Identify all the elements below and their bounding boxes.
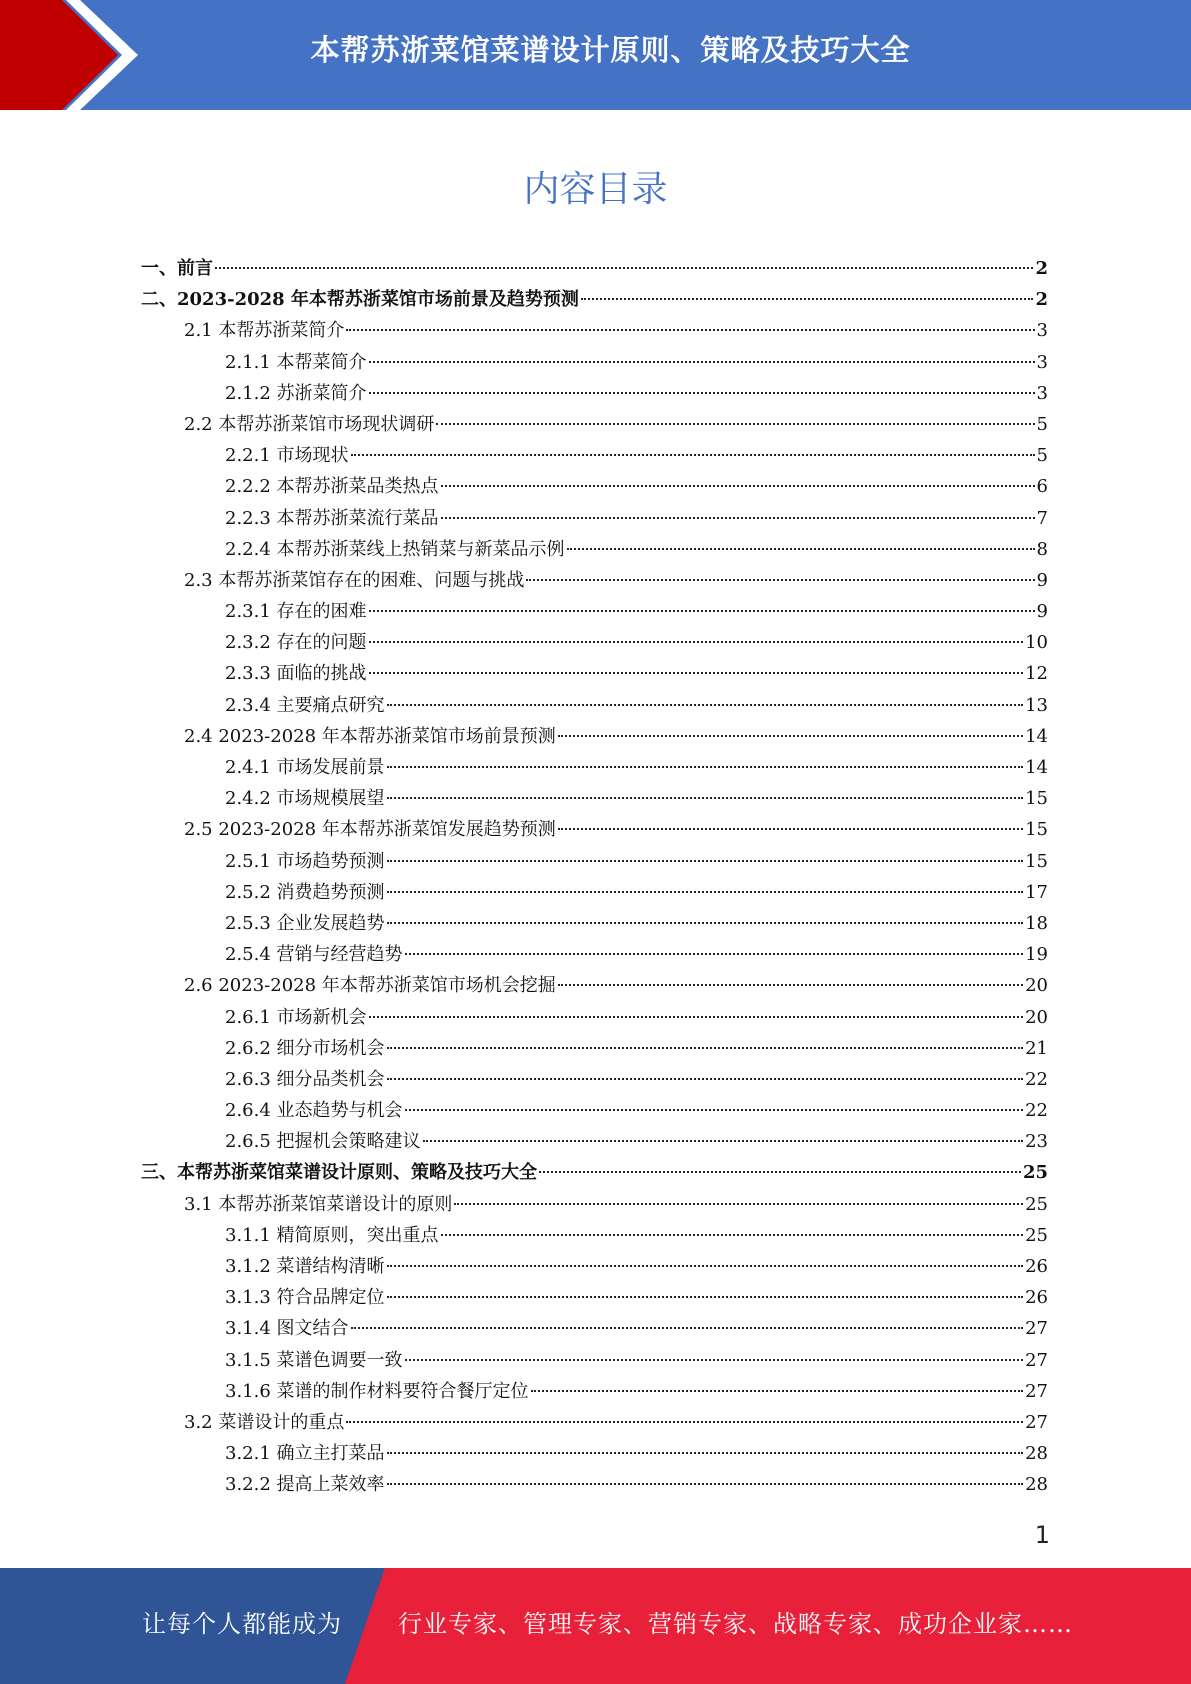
dot-leader	[387, 766, 1024, 768]
dot-leader	[369, 672, 1024, 674]
toc-entry-title: 2.5.3 企业发展趋势	[225, 912, 385, 934]
toc-entry-page: 14	[1025, 725, 1048, 747]
dot-leader	[351, 454, 1035, 456]
toc-entry-title: 3.1.3 符合品牌定位	[225, 1287, 385, 1309]
dot-leader	[558, 828, 1023, 830]
toc-entry-title: 2.6.1 市场新机会	[225, 1006, 367, 1028]
toc-entry[interactable]	[141, 752, 1048, 783]
toc-entry-title: 3.1.6 菜谱的制作材料要符合餐厅定位	[225, 1380, 529, 1402]
table-of-contents	[141, 253, 1048, 1501]
toc-entry-page: 19	[1025, 944, 1048, 966]
toc-entry[interactable]	[141, 1033, 1048, 1064]
dot-leader	[405, 1359, 1024, 1361]
dot-leader	[369, 1016, 1024, 1018]
dot-leader	[387, 1452, 1024, 1454]
dot-leader	[387, 1296, 1024, 1298]
toc-entry-page: 25	[1025, 1193, 1048, 1215]
toc-entry[interactable]	[141, 1407, 1048, 1438]
dot-leader	[387, 1265, 1024, 1267]
dot-leader	[441, 1234, 1024, 1236]
page-number: 1	[1034, 1521, 1050, 1549]
toc-entry-page: 22	[1025, 1068, 1048, 1090]
dot-leader	[387, 1078, 1024, 1080]
dot-leader	[405, 953, 1024, 955]
toc-entry[interactable]	[141, 877, 1048, 908]
toc-entry-title: 2.6 2023-2028 年本帮苏浙菜馆市场机会挖掘	[184, 975, 556, 997]
toc-entry-page: 12	[1025, 663, 1048, 685]
toc-entry-page: 17	[1025, 881, 1048, 903]
toc-entry-page: 13	[1025, 694, 1048, 716]
toc-title: 内容目录	[523, 169, 668, 210]
toc-entry[interactable]	[141, 1376, 1048, 1407]
toc-entry[interactable]	[141, 503, 1048, 534]
toc-entry-title: 2.3.2 存在的问题	[225, 632, 367, 654]
dot-leader	[346, 1421, 1023, 1423]
dot-leader	[441, 485, 1035, 487]
toc-entry-page: 2	[1035, 258, 1048, 279]
toc-entry[interactable]	[141, 970, 1048, 1001]
dot-leader	[369, 641, 1024, 643]
toc-entry-title: 2.3.4 主要痛点研究	[225, 694, 385, 716]
toc-entry-title: 2.1.2 苏浙菜简介	[225, 382, 367, 404]
dot-leader	[405, 1109, 1024, 1111]
toc-entry-title: 2.1.1 本帮菜简介	[225, 351, 367, 373]
dot-leader	[369, 361, 1035, 363]
dot-leader	[436, 423, 1034, 425]
toc-entry-title: 2.6.5 把握机会策略建议	[225, 1131, 421, 1153]
dot-leader	[441, 517, 1035, 519]
toc-entry-page: 15	[1025, 819, 1048, 841]
toc-entry-title: 2.2.3 本帮苏浙菜流行菜品	[225, 507, 439, 529]
toc-entry-title: 2.4 2023-2028 年本帮苏浙菜馆市场前景预测	[184, 725, 556, 747]
toc-entry-page: 7	[1036, 507, 1048, 529]
toc-entry-title: 2.3 本帮苏浙菜馆存在的困难、问题与挑战	[184, 569, 525, 591]
toc-entry[interactable]	[141, 534, 1048, 565]
toc-entry-title: 2.2.2 本帮苏浙菜品类热点	[225, 476, 439, 498]
dot-leader	[351, 1327, 1024, 1329]
toc-entry-page: 21	[1025, 1037, 1048, 1059]
dot-leader	[539, 1171, 1021, 1173]
toc-entry-title: 3.2.1 确立主打菜品	[225, 1443, 385, 1465]
toc-entry[interactable]	[141, 908, 1048, 939]
footer-banner	[0, 1568, 1191, 1684]
toc-entry-page: 27	[1025, 1318, 1048, 1340]
toc-entry-title: 3.1.5 菜谱色调要一致	[225, 1349, 403, 1371]
toc-entry-page: 15	[1025, 850, 1048, 872]
dot-leader	[369, 392, 1035, 394]
toc-entry-page: 27	[1025, 1411, 1048, 1433]
toc-entry[interactable]	[141, 690, 1048, 721]
toc-entry-page: 28	[1025, 1474, 1048, 1496]
toc-entry-title: 2.6.2 细分市场机会	[225, 1037, 385, 1059]
toc-entry-title: 3.1 本帮苏浙菜馆菜谱设计的原则	[184, 1193, 453, 1215]
toc-entry-title: 3.2 菜谱设计的重点	[184, 1411, 345, 1433]
toc-entry[interactable]	[141, 347, 1048, 378]
toc-entry-page: 25	[1025, 1224, 1048, 1246]
toc-entry[interactable]	[141, 1251, 1048, 1282]
toc-entry[interactable]	[141, 1469, 1048, 1500]
toc-entry[interactable]	[141, 1189, 1048, 1220]
toc-entry-title: 2.5.2 消费趋势预测	[225, 881, 385, 903]
dot-leader	[387, 891, 1024, 893]
toc-entry-page: 14	[1025, 757, 1048, 778]
toc-entry-page: 23	[1025, 1131, 1048, 1153]
dot-leader	[369, 610, 1035, 612]
toc-entry[interactable]	[141, 1282, 1048, 1313]
toc-entry[interactable]	[141, 596, 1048, 627]
dot-leader	[558, 984, 1023, 986]
toc-entry-page: 27	[1025, 1380, 1048, 1402]
toc-entry-title: 3.1.4 图文结合	[225, 1318, 349, 1340]
toc-entry-page: 15	[1025, 788, 1048, 810]
dot-leader	[567, 548, 1035, 550]
toc-entry-title: 2.5.1 市场趋势预测	[225, 850, 385, 872]
toc-entry[interactable]	[141, 1157, 1048, 1188]
dot-leader	[387, 860, 1024, 862]
toc-entry-title: 3.1.1 精简原则，突出重点	[225, 1224, 439, 1246]
toc-entry-title: 3.2.2 提高上菜效率	[225, 1474, 385, 1496]
toc-entry-page: 6	[1036, 476, 1048, 498]
footer-slogan: 让每个人都能成为	[142, 1610, 342, 1638]
toc-entry-title: 2.4.1 市场发展前景	[225, 757, 385, 778]
toc-entry-title: 2.2 本帮苏浙菜馆市场现状调研	[184, 413, 435, 435]
toc-entry[interactable]	[141, 1126, 1048, 1157]
toc-entry[interactable]	[141, 1064, 1048, 1095]
dot-leader	[387, 704, 1024, 706]
dot-leader	[558, 735, 1023, 737]
toc-entry-page: 25	[1022, 1162, 1048, 1184]
toc-entry-page: 8	[1036, 538, 1048, 560]
toc-entry[interactable]	[141, 284, 1048, 315]
toc-entry[interactable]	[141, 1095, 1048, 1126]
toc-entry-title: 2.2.1 市场现状	[225, 445, 349, 467]
toc-entry[interactable]	[141, 378, 1048, 409]
toc-entry[interactable]	[141, 471, 1048, 502]
toc-entry-page: 18	[1025, 912, 1048, 934]
toc-entry[interactable]	[141, 783, 1048, 814]
header-arrow-icon	[0, 0, 160, 110]
toc-entry-page: 3	[1036, 351, 1048, 373]
toc-entry-title: 2.3.3 面临的挑战	[225, 663, 367, 685]
toc-entry-page: 26	[1025, 1256, 1048, 1277]
toc-entry-title: 2.5 2023-2028 年本帮苏浙菜馆发展趋势预测	[184, 819, 556, 841]
header-title: 本帮苏浙菜馆菜谱设计原则、策略及技巧大全	[310, 33, 911, 67]
dot-leader	[346, 329, 1034, 331]
toc-entry-page: 20	[1025, 975, 1048, 997]
dot-leader	[215, 267, 1033, 269]
toc-entry[interactable]	[141, 1438, 1048, 1469]
toc-entry-page: 27	[1025, 1349, 1048, 1371]
toc-entry[interactable]	[141, 1313, 1048, 1344]
toc-entry-title: 3.1.2 菜谱结构清晰	[225, 1256, 385, 1277]
toc-entry-page: 28	[1025, 1443, 1048, 1465]
toc-entry-title: 2.2.4 本帮苏浙菜线上热销菜与新菜品示例	[225, 538, 565, 560]
toc-entry-page: 9	[1036, 569, 1048, 591]
toc-entry-page: 5	[1036, 445, 1048, 467]
toc-entry-title: 一、前言	[141, 258, 213, 279]
toc-entry[interactable]	[141, 1220, 1048, 1251]
dot-leader	[387, 797, 1024, 799]
dot-leader	[454, 1203, 1023, 1205]
toc-entry[interactable]	[141, 315, 1048, 346]
toc-entry-page: 22	[1025, 1100, 1048, 1122]
toc-entry[interactable]	[141, 846, 1048, 877]
toc-entry-page: 20	[1025, 1006, 1048, 1028]
toc-entry[interactable]	[141, 565, 1048, 596]
toc-entry[interactable]	[141, 658, 1048, 689]
dot-leader	[387, 1483, 1024, 1485]
dot-leader	[526, 579, 1034, 581]
toc-entry[interactable]	[141, 814, 1048, 845]
toc-entry-title: 2.3.1 存在的困难	[225, 601, 367, 623]
toc-entry-title: 2.1 本帮苏浙菜简介	[184, 320, 345, 342]
dot-leader	[531, 1390, 1024, 1392]
toc-entry-title: 2.6.3 细分品类机会	[225, 1068, 385, 1090]
toc-entry-page: 3	[1036, 382, 1048, 404]
toc-entry[interactable]	[141, 1345, 1048, 1376]
toc-entry-title: 2.5.4 营销与经营趋势	[225, 944, 403, 966]
toc-entry[interactable]	[141, 409, 1048, 440]
toc-entry-page: 26	[1025, 1287, 1048, 1309]
toc-entry[interactable]	[141, 1002, 1048, 1033]
toc-entry-page: 5	[1036, 413, 1048, 435]
dot-leader	[423, 1140, 1024, 1142]
toc-entry-page: 2	[1035, 289, 1048, 311]
dot-leader	[581, 298, 1034, 300]
toc-entry-title: 三、本帮苏浙菜馆菜谱设计原则、策略及技巧大全	[141, 1162, 537, 1184]
toc-entry[interactable]	[141, 939, 1048, 970]
toc-entry[interactable]	[141, 721, 1048, 752]
toc-entry-title: 2.6.4 业态趋势与机会	[225, 1100, 403, 1122]
toc-entry[interactable]	[141, 253, 1048, 284]
footer-roles: 行业专家、管理专家、营销专家、战略专家、成功企业家……	[398, 1610, 1073, 1638]
toc-entry-title: 二、2023-2028 年本帮苏浙菜馆市场前景及趋势预测	[141, 289, 579, 311]
toc-entry-page: 3	[1036, 320, 1048, 342]
dot-leader	[387, 1047, 1024, 1049]
toc-entry-page: 9	[1036, 601, 1048, 623]
toc-entry-title: 2.4.2 市场规模展望	[225, 788, 385, 810]
header-banner	[0, 0, 1191, 110]
dot-leader	[387, 922, 1024, 924]
toc-entry[interactable]	[141, 627, 1048, 658]
toc-entry-page: 10	[1025, 632, 1048, 654]
toc-entry[interactable]	[141, 440, 1048, 471]
